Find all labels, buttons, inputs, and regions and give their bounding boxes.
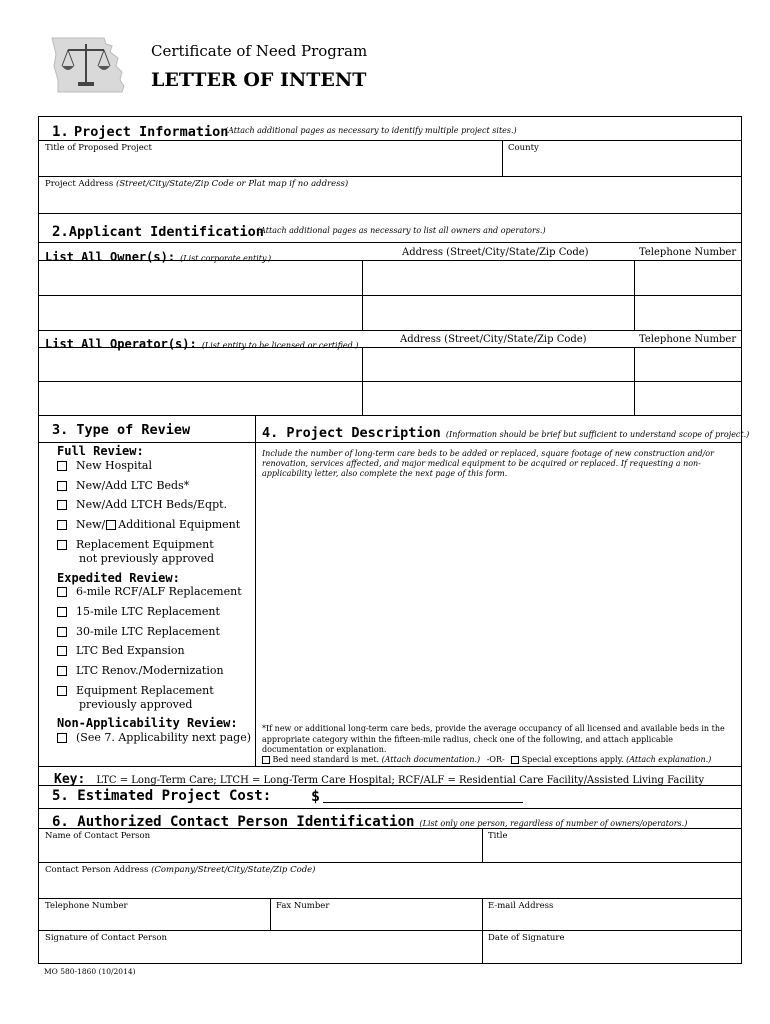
project-address-field[interactable] (39, 190, 741, 212)
project-title-label: Title of Proposed Project (45, 143, 152, 153)
section2-heading (52, 221, 264, 240)
owners-note: (List corporate entity.) (180, 254, 272, 263)
section6-note: (List only one person, regardless of number of owners/operators.) (419, 819, 688, 828)
owner-row-1-address[interactable] (363, 261, 633, 294)
full-review-label: Full Review: (57, 444, 144, 458)
section6-title: 6. Authorized Contact Person Identification (52, 814, 415, 830)
checkbox[interactable] (57, 461, 67, 471)
state-seal-logo (48, 36, 126, 94)
owners-telephone-header: Telephone Number (639, 247, 737, 258)
contact-title-label: Title (488, 831, 508, 841)
section3-title: 3. Type of Review (52, 422, 191, 438)
owner-row-2-phone[interactable] (635, 296, 741, 329)
operators-note: (List entity to be licensed or certified.) (201, 341, 359, 350)
project-description-field[interactable] (257, 482, 741, 718)
operator-row-1-address[interactable] (363, 348, 633, 380)
operator-row-2-address[interactable] (363, 382, 633, 414)
county-label: County (508, 143, 539, 153)
county-field[interactable] (503, 153, 741, 175)
key-text: LTC = Long-Term Care; LTCH = Long-Term Care Hospital; RCF/ALF = Residential Care Facility/Assisted Living Facility (96, 775, 705, 786)
section1-heading (52, 121, 228, 140)
new-hospital-option[interactable]: New Hospital (57, 459, 152, 472)
ltc-bed-expansion-option[interactable]: LTC Bed Expansion (57, 644, 185, 657)
equipment-replacement-line2: previously approved (79, 698, 193, 711)
checkbox[interactable] (57, 646, 67, 656)
checkbox[interactable] (57, 500, 67, 510)
operator-row-1-name[interactable] (39, 348, 361, 380)
owners-address-header: Address (Street/City/State/Zip Code) (402, 247, 589, 258)
section1-title: Project Information (73, 124, 229, 140)
ltc-renov-option[interactable]: LTC Renov./Modernization (57, 664, 224, 677)
section4-heading (262, 422, 749, 441)
missouri-scales-seal-icon (48, 36, 126, 94)
operator-row-2-phone[interactable] (635, 382, 741, 414)
section4-note: (Information should be brief but sufficient to understand scope of project.) (445, 430, 750, 439)
checkbox-new[interactable] (57, 520, 67, 530)
non-applicability-label: Non-Applicability Review: (57, 716, 238, 730)
section1-note: (Attach additional pages as necessary to identify multiple project sites.) (225, 126, 517, 135)
operator-row-2-name[interactable] (39, 382, 361, 414)
checkbox[interactable] (57, 587, 67, 597)
replacement-equipment-option[interactable]: Replacement Equipment (57, 538, 214, 551)
6-mile-rcf-alf-option[interactable]: 6-mile RCF/ALF Replacement (57, 585, 242, 598)
checkbox[interactable] (57, 481, 67, 491)
bed-need-checkbox[interactable] (262, 756, 270, 764)
contact-address-label: Contact Person Address (Company/Street/City/State/Zip Code) (45, 865, 316, 875)
date-of-signature-label: Date of Signature (488, 933, 565, 943)
new-add-ltc-beds-option[interactable]: New/Add LTC Beds* (57, 479, 189, 492)
bed-need-options: Bed need standard is met. (Attach documentation.) -OR- Special exceptions apply. (Attach explanation.) (262, 755, 711, 764)
new-additional-equipment-option[interactable]: New/ Additional Equipment (57, 518, 240, 531)
expedited-review-label: Expedited Review: (57, 571, 180, 585)
estimated-cost-field[interactable] (323, 802, 523, 803)
checkbox[interactable] (57, 540, 67, 550)
15-mile-ltc-option[interactable]: 15-mile LTC Replacement (57, 605, 220, 618)
operators-label: List All Operator(s): (45, 337, 197, 351)
equipment-replacement-option[interactable]: Equipment Replacement (57, 684, 214, 697)
project-title-field[interactable] (39, 153, 501, 175)
form-number: MO 580-1860 (10/2014) (44, 967, 136, 976)
checkbox[interactable] (57, 607, 67, 617)
program-name: Certificate of Need Program (151, 42, 368, 60)
checkbox[interactable] (57, 627, 67, 637)
date-of-signature-field[interactable] (483, 944, 741, 963)
owner-row-1-name[interactable] (39, 261, 361, 294)
cost-dollar-sign: $ (311, 787, 321, 805)
signature-label: Signature of Contact Person (45, 933, 168, 943)
checkbox[interactable] (57, 686, 67, 696)
contact-title-field[interactable] (483, 842, 741, 861)
operators-address-header: Address (Street/City/State/Zip Code) (400, 334, 587, 345)
owners-label: List All Owner(s): (45, 250, 176, 264)
replacement-equipment-line2: not previously approved (79, 552, 215, 565)
operators-telephone-header: Telephone Number (639, 334, 737, 345)
section2-note: (Attach additional pages as necessary to list all owners and operators.) (257, 226, 546, 235)
page-title: LETTER OF INTENT (151, 69, 367, 91)
fax-field[interactable] (271, 912, 481, 929)
signature-field[interactable] (39, 944, 481, 963)
non-applicability-option[interactable]: (See 7. Applicability next page) (57, 731, 251, 744)
section1-number: 1. (52, 124, 69, 140)
section2-title: Applicant Identification (68, 224, 264, 240)
email-field[interactable] (483, 912, 741, 929)
telephone-label: Telephone Number (45, 901, 128, 911)
checkbox[interactable] (57, 666, 67, 676)
30-mile-ltc-option[interactable]: 30-mile LTC Replacement (57, 625, 220, 638)
section4-title: 4. Project Description (262, 425, 441, 441)
contact-name-label: Name of Contact Person (45, 831, 151, 841)
telephone-field[interactable] (39, 912, 269, 929)
checkbox[interactable] (57, 733, 67, 743)
contact-name-field[interactable] (39, 842, 481, 861)
key-label: Key: (54, 772, 86, 787)
project-address-label: Project Address (Street/City/State/Zip Code or Plat map if no address) (45, 179, 349, 189)
owner-row-2-name[interactable] (39, 296, 361, 329)
contact-address-field[interactable] (39, 876, 741, 897)
section5-title: 5. Estimated Project Cost: (52, 788, 272, 804)
owner-row-1-phone[interactable] (635, 261, 741, 294)
section2-number: 2. (52, 224, 69, 240)
description-instructions: Include the number of long-term care beds to be added or replaced, square footage of new construction and/or renovation, services affected, and major medical equipment to be acquired or replaced. If requesting a non-applicability letter, also complete the next page of this form. (262, 449, 714, 478)
owner-row-2-address[interactable] (363, 296, 633, 329)
ltc-footnote: *If new or additional long-term care beds, provide the average occupancy of all licensed and available beds in the appropriate category within the fifteen-mile radius, check one of the following, and attach applicable documentation or explanation. (262, 724, 725, 754)
fax-label: Fax Number (276, 901, 330, 911)
special-exceptions-checkbox[interactable] (511, 756, 519, 764)
email-label: E-mail Address (488, 901, 554, 911)
checkbox-additional[interactable] (106, 520, 116, 530)
new-add-ltch-beds-option[interactable]: New/Add LTCH Beds/Eqpt. (57, 498, 227, 511)
operator-row-1-phone[interactable] (635, 348, 741, 380)
